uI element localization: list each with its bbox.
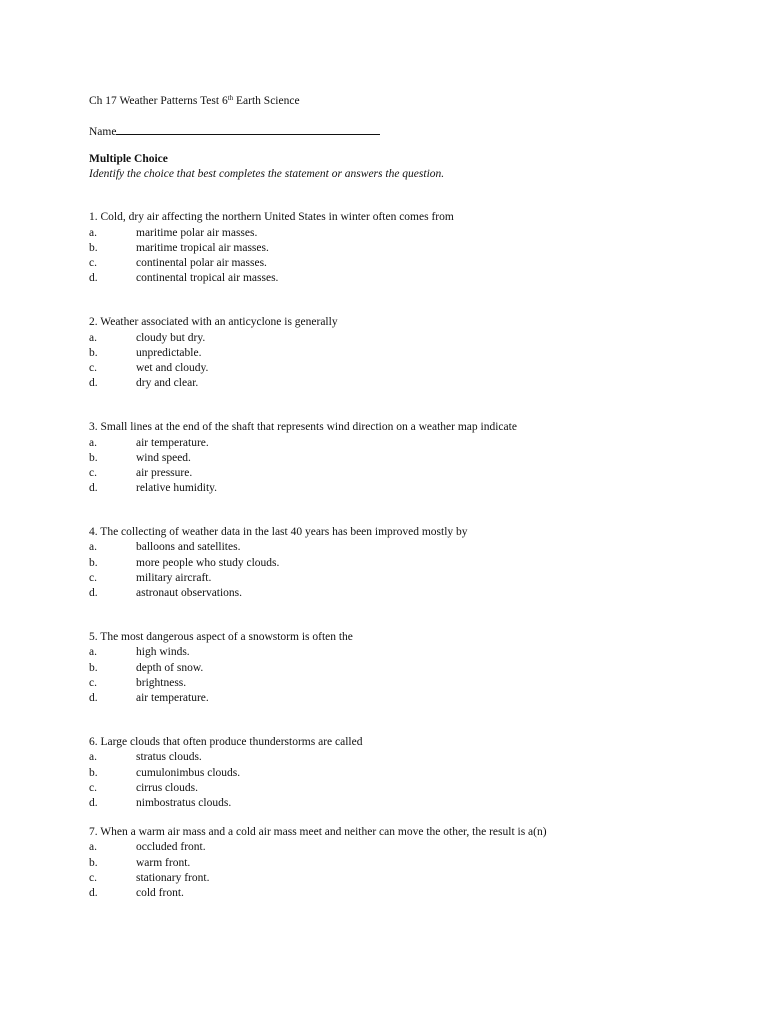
option-letter: a. (89, 541, 97, 554)
option-letter: a. (89, 751, 97, 764)
answer-option[interactable] (89, 256, 689, 271)
question-4 (89, 525, 689, 601)
option-letter: d. (89, 482, 98, 495)
option-letter: b. (89, 556, 98, 569)
answer-option[interactable] (89, 376, 689, 391)
answer-option[interactable] (89, 796, 689, 811)
option-letter: c. (89, 256, 97, 269)
option-letter: b. (89, 241, 98, 254)
answer-option[interactable] (89, 645, 689, 660)
option-letter: a. (89, 841, 97, 854)
question-stem: 5. The most dangerous aspect of a snowstorm is often the (89, 631, 353, 644)
option-text: continental tropical air masses. (136, 272, 279, 285)
option-letter: d. (89, 377, 98, 390)
option-letter: c. (89, 676, 97, 689)
option-text: continental polar air masses. (136, 256, 267, 269)
section-heading: Multiple Choice (89, 153, 168, 165)
option-text: more people who study clouds. (136, 556, 280, 569)
option-text: stationary front. (136, 871, 210, 884)
option-text: depth of snow. (136, 661, 204, 674)
name-label: Name (89, 126, 117, 138)
title-superscript: th (227, 94, 234, 102)
name-field[interactable] (89, 123, 689, 139)
option-text: high winds. (136, 646, 190, 659)
answer-option[interactable] (89, 571, 689, 586)
question-6 (89, 735, 689, 811)
answer-option[interactable] (89, 871, 689, 886)
answer-option[interactable] (89, 661, 689, 676)
option-letter: c. (89, 781, 97, 794)
option-text: occluded front. (136, 841, 206, 854)
option-text: unpredictable. (136, 346, 202, 359)
question-list (89, 210, 689, 901)
answer-option[interactable] (89, 331, 689, 346)
option-text: warm front. (136, 856, 191, 869)
option-letter: d. (89, 691, 98, 704)
answer-option[interactable] (89, 586, 689, 601)
answer-option[interactable] (89, 466, 689, 481)
answer-option[interactable] (89, 481, 689, 496)
question-stem: 4. The collecting of weather data in the last 40 years has been improved mostly by (89, 526, 468, 539)
option-text: cloudy but dry. (136, 331, 206, 344)
page-title (89, 94, 689, 110)
test-page (89, 94, 689, 901)
answer-option[interactable] (89, 540, 689, 555)
option-letter: c. (89, 871, 97, 884)
answer-option[interactable] (89, 840, 689, 855)
option-letter: b. (89, 451, 98, 464)
option-text: nimbostratus clouds. (136, 796, 232, 809)
question-stem: 6. Large clouds that often produce thunderstorms are called (89, 736, 363, 749)
option-text: wind speed. (136, 451, 191, 464)
option-text: cold front. (136, 886, 184, 899)
section-instructions: Identify the choice that best completes the statement or answers the question. (89, 168, 445, 181)
answer-option[interactable] (89, 781, 689, 796)
option-letter: a. (89, 331, 97, 344)
option-text: dry and clear. (136, 377, 199, 390)
answer-option[interactable] (89, 361, 689, 376)
option-text: brightness. (136, 676, 187, 689)
option-letter: d. (89, 796, 98, 809)
answer-option[interactable] (89, 856, 689, 871)
question-7 (89, 825, 689, 901)
option-letter: d. (89, 272, 98, 285)
answer-option[interactable] (89, 226, 689, 241)
option-text: astronaut observations. (136, 587, 243, 600)
answer-option[interactable] (89, 451, 689, 466)
option-text: maritime tropical air masses. (136, 241, 269, 254)
option-text: maritime polar air masses. (136, 226, 258, 239)
option-letter: c. (89, 466, 97, 479)
answer-option[interactable] (89, 436, 689, 451)
question-stem: 1. Cold, dry air affecting the northern United States in winter often comes from (89, 211, 454, 224)
answer-option[interactable] (89, 241, 689, 256)
option-letter: b. (89, 766, 98, 779)
answer-option[interactable] (89, 691, 689, 706)
option-letter: a. (89, 436, 97, 449)
option-text: wet and cloudy. (136, 361, 209, 374)
option-letter: a. (89, 646, 97, 659)
option-letter: b. (89, 661, 98, 674)
answer-option[interactable] (89, 766, 689, 781)
option-letter: b. (89, 346, 98, 359)
title-subject: Earth Science (233, 95, 300, 107)
title-text: Ch 17 Weather Patterns Test 6 (89, 95, 228, 107)
option-letter: a. (89, 226, 97, 239)
option-letter: c. (89, 571, 97, 584)
option-text: stratus clouds. (136, 751, 202, 764)
option-text: air temperature. (136, 436, 209, 449)
option-text: air pressure. (136, 466, 193, 479)
option-text: relative humidity. (136, 482, 218, 495)
question-1 (89, 210, 689, 286)
option-letter: c. (89, 361, 97, 374)
question-stem: 2. Weather associated with an anticyclone is generally (89, 316, 338, 329)
question-stem: 3. Small lines at the end of the shaft that represents wind direction on a weather map indicate (89, 421, 517, 434)
option-letter: d. (89, 587, 98, 600)
answer-option[interactable] (89, 556, 689, 571)
answer-option[interactable] (89, 886, 689, 901)
option-text: air temperature. (136, 691, 209, 704)
question-stem: 7. When a warm air mass and a cold air mass meet and neither can move the other, the result is a(n) (89, 826, 547, 839)
answer-option[interactable] (89, 676, 689, 691)
option-text: cumulonimbus clouds. (136, 766, 241, 779)
answer-option[interactable] (89, 346, 689, 361)
question-3 (89, 420, 689, 496)
option-letter: b. (89, 856, 98, 869)
answer-option[interactable] (89, 750, 689, 765)
option-text: cirrus clouds. (136, 781, 198, 794)
question-2 (89, 315, 689, 391)
option-text: balloons and satellites. (136, 541, 241, 554)
option-text: military aircraft. (136, 571, 212, 584)
question-5 (89, 630, 689, 706)
option-letter: d. (89, 886, 98, 899)
name-blank-line[interactable] (116, 123, 380, 135)
answer-option[interactable] (89, 271, 689, 286)
